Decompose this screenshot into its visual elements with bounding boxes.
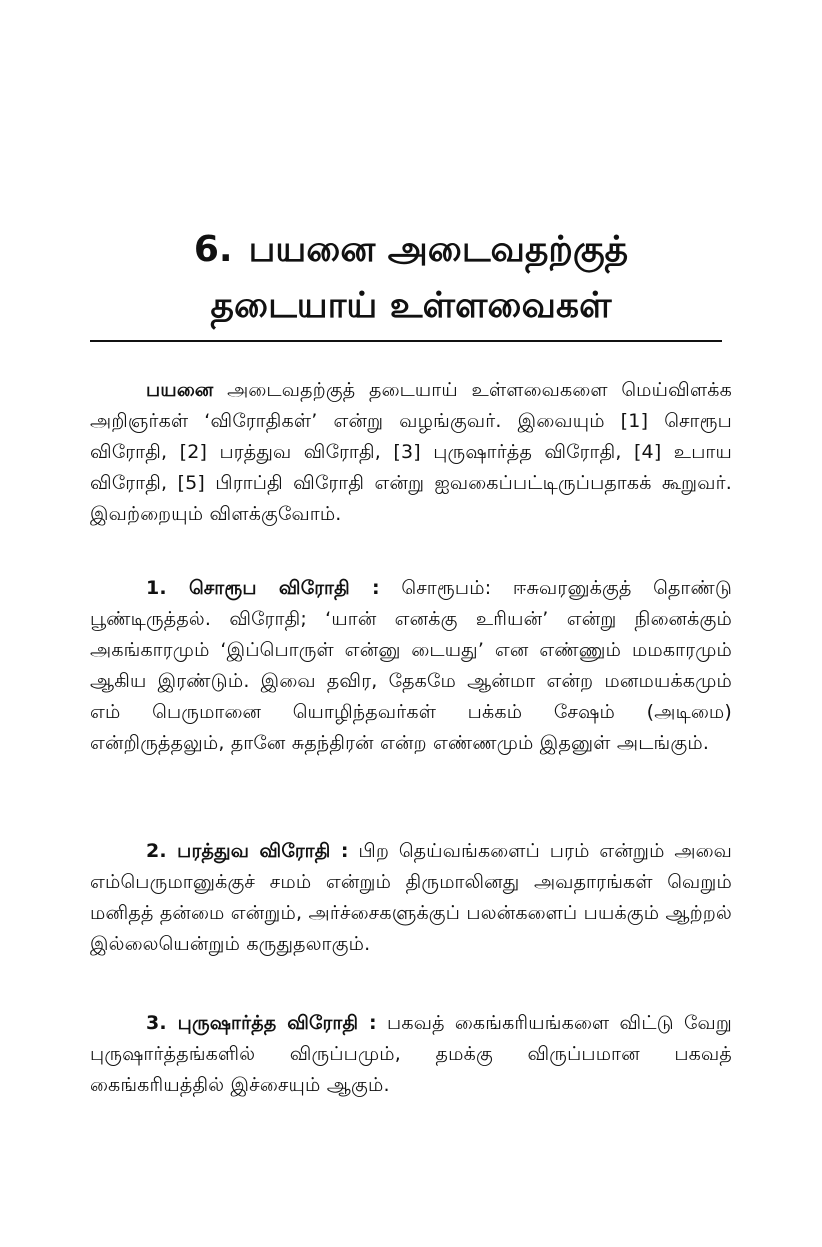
title-divider (90, 340, 722, 342)
chapter-title-line-2: தடையாய் உள்ளவைகள் (210, 285, 612, 326)
paragraph-lead: பயனை (146, 379, 214, 401)
paragraph-intro (90, 375, 732, 530)
paragraph-parathuva-virodhi (90, 836, 732, 960)
paragraph-lead: 1. சொரூப விரோதி : (146, 577, 380, 599)
paragraph-svarupa-virodhi (90, 573, 732, 759)
chapter-title (90, 222, 732, 334)
paragraph-text: பகவத் கைங்கரியங்களை விட்டு வேறு புருஷார்த்தங்களில் விருப்பமும், தமக்கு விருப்பமான பகவத் கைங்கரியத்தில் இச்சையும் ஆகும். (90, 1012, 732, 1096)
paragraph-text: சொரூபம்: ஈசுவரனுக்குத் தொண்டு பூண்டிருத்தல். விரோதி; ‘யான் எனக்கு உரியன்’ என்று நினைக்கும் அகங்காரமும் ‘இப்பொருள் என்னு டையது’ என எண்ணும் மமகாரமும் ஆகிய இரண்டும். இவை தவிர, தேகமே ஆன்மா என்ற மனமயக்கமும் எம் பெருமானை யொழிந்தவர்கள் பக்கம் சேஷம் (அடிமை) என்றிருத்தலும், தானே சுதந்திரன் என்ற எண்ணமும் இதனுள் அடங்கும். (90, 577, 732, 754)
paragraph-text: பிற தெய்வங்களைப் பரம் என்றும் அவை எம்பெருமானுக்குச் சமம் என்றும் திருமாலினது அவதாரங்கள் வெறும் மனிதத் தன்மை என்றும், அர்ச்சைகளுக்குப் பலன்களைப் பயக்கும் ஆற்றல் இல்லையென்றும் கருதுதலாகும். (90, 840, 733, 955)
chapter-title-line-1 (90, 222, 732, 278)
paragraph-lead: 2. பரத்துவ விரோதி : (146, 840, 349, 862)
paragraph-text: அடைவதற்குத் தடையாய் உள்ளவைகளை மெய்விளக்க அறிஞர்கள் ‘விரோதிகள்’ என்று வழங்குவர். இவையும் [1] சொரூப விரோதி, [2] பரத்துவ விரோதி, [3] புருஷார்த்த விரோதி, [4] உபாய விரோதி, [5] பிராப்தி விரோதி என்று ஐவகைப்பட்டிருப்பதாகக் கூறுவர். இவற்றையும் விளக்குவோம். (90, 379, 732, 525)
paragraph-lead: 3. புருஷார்த்த விரோதி : (146, 1012, 377, 1034)
chapter-number: 6. (193, 229, 233, 270)
chapter-title-text-1: பயனை அடைவதற்குத் (248, 229, 629, 270)
paragraph-purushartha-virodhi (90, 1008, 732, 1101)
